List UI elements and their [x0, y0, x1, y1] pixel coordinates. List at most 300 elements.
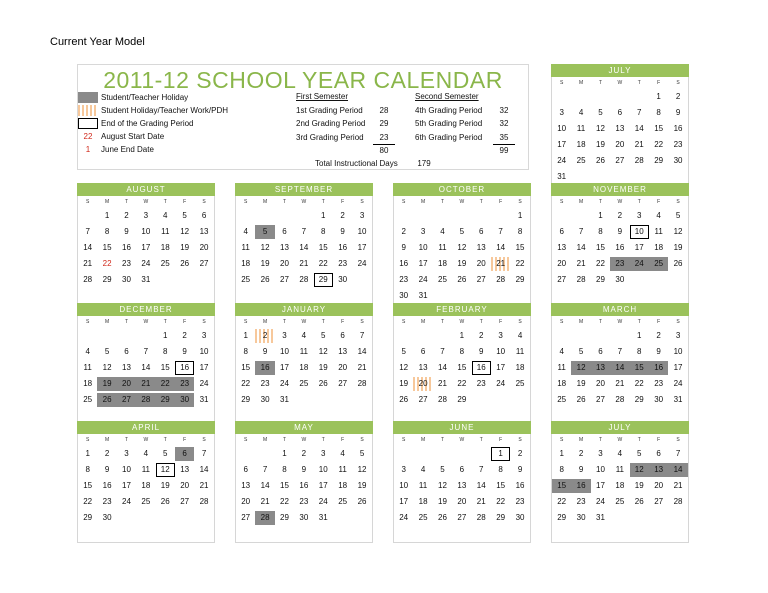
day-cell: 14: [668, 463, 687, 477]
day-cell: 1: [163, 331, 168, 340]
grading-period-days: 29: [379, 119, 389, 128]
day-cell: 3: [124, 449, 129, 458]
weekday-header: [394, 196, 530, 208]
empty-day-cell: [394, 209, 413, 223]
day-cell: 28: [299, 275, 309, 284]
day-cell: 27: [280, 275, 289, 284]
month-name: SEPTEMBER: [235, 183, 373, 196]
day-cell: 6: [340, 331, 345, 340]
day-cell: 7: [301, 227, 307, 236]
day-cell: 28: [438, 395, 447, 404]
weekday-label: S: [676, 80, 680, 86]
day-cell: 14: [634, 124, 644, 133]
day-cell: 22: [557, 497, 567, 506]
day-cell: 8: [163, 347, 168, 356]
month-name: APRIL: [77, 421, 215, 434]
week-row: [552, 360, 688, 376]
week-row: [236, 478, 372, 494]
month-name: JANUARY: [235, 303, 373, 316]
weekday-label: S: [202, 199, 206, 205]
weekday-label: W: [459, 437, 465, 443]
day-cell: 10: [418, 243, 428, 252]
week-row: [552, 105, 688, 121]
day-cell: 10: [357, 227, 367, 236]
weekday-label: T: [124, 319, 128, 325]
day-cell: 10: [630, 225, 649, 239]
day-cell: 20: [413, 377, 432, 391]
day-cell: 19: [160, 481, 170, 490]
empty-day-cell: [275, 209, 294, 223]
day-cell: 8: [104, 227, 110, 236]
empty-day-cell: [452, 447, 471, 461]
week-row: [78, 344, 214, 360]
day-cell: 27: [180, 497, 190, 506]
week-row: [78, 510, 214, 526]
day-cell: 12: [180, 227, 190, 236]
day-cell: 22: [102, 259, 112, 268]
weekday-label: M: [421, 319, 426, 325]
week-row: [78, 328, 214, 344]
month-name: OCTOBER: [393, 183, 531, 196]
day-cell: 25: [557, 395, 567, 404]
day-cell: 5: [104, 347, 110, 356]
total-instructional-value: 179: [417, 159, 431, 168]
weekday-label: T: [598, 437, 602, 443]
grading-period-label: 3rd Grading Period: [296, 133, 364, 142]
day-cell: 5: [578, 347, 584, 356]
week-row: [78, 446, 214, 462]
week-row: [394, 344, 530, 360]
week-row: [552, 392, 688, 408]
empty-day-cell: [630, 273, 649, 287]
day-cell: 2: [617, 211, 623, 220]
day-cell: 14: [438, 363, 447, 372]
day-cell: 19: [596, 140, 605, 149]
weekday-label: W: [459, 319, 465, 325]
day-cell: 3: [498, 331, 503, 340]
empty-day-cell: [78, 329, 97, 343]
day-cell: 21: [615, 379, 625, 388]
weekday-label: S: [244, 319, 248, 325]
empty-day-cell: [413, 329, 432, 343]
day-cell: 12: [156, 463, 175, 477]
day-cell: 29: [102, 275, 112, 284]
month-calendar: [393, 303, 531, 425]
day-cell: 16: [673, 124, 683, 133]
day-cell: 10: [673, 347, 683, 356]
day-cell: 26: [438, 513, 447, 522]
day-cell: 27: [476, 275, 486, 284]
day-cell: 6: [124, 347, 129, 356]
day-cell: 6: [656, 449, 661, 458]
legend-start-date: [78, 130, 164, 143]
day-cell: 9: [340, 227, 345, 236]
day-cell: 4: [656, 211, 661, 220]
day-cell: 24: [280, 379, 289, 388]
weekday-label: W: [301, 319, 307, 325]
weekday-label: T: [163, 319, 167, 325]
week-row: [236, 344, 372, 360]
day-cell: 25: [338, 497, 348, 506]
day-cell: 19: [673, 243, 683, 252]
empty-day-cell: [136, 511, 155, 525]
weekday-header: [394, 434, 530, 446]
weekday-header: [552, 77, 688, 89]
weekday-label: S: [402, 199, 406, 205]
day-cell: 20: [280, 259, 289, 268]
empty-day-cell: [452, 289, 471, 303]
day-cell: 27: [117, 393, 136, 407]
month-name: JULY: [551, 64, 689, 77]
day-cell: 2: [578, 449, 584, 458]
day-cell: 6: [559, 227, 564, 236]
weekday-label: M: [263, 319, 268, 325]
day-cell: 26: [260, 275, 270, 284]
empty-day-cell: [491, 289, 510, 303]
day-cell: 14: [610, 361, 629, 375]
weekday-label: T: [163, 437, 167, 443]
empty-day-cell: [571, 329, 590, 343]
week-row: [394, 446, 530, 462]
weekday-label: S: [86, 319, 90, 325]
grading-period-label: 4th Grading Period: [415, 106, 483, 115]
day-cell: 13: [122, 363, 131, 372]
day-cell: 5: [598, 108, 603, 117]
empty-day-cell: [552, 90, 571, 104]
day-cell: 30: [260, 395, 270, 404]
day-cell: 15: [241, 363, 251, 372]
day-cell: 18: [299, 363, 309, 372]
day-cell: 27: [338, 379, 348, 388]
empty-day-cell: [610, 329, 629, 343]
day-cell: 10: [122, 465, 131, 474]
day-cell: 13: [338, 347, 348, 356]
weekday-label: F: [657, 437, 661, 443]
empty-day-cell: [433, 289, 452, 303]
day-cell: 2: [255, 329, 274, 343]
day-cell: 9: [301, 465, 307, 474]
weekday-label: F: [341, 437, 345, 443]
empty-day-cell: [571, 90, 590, 104]
empty-day-cell: [175, 511, 194, 525]
grading-period-label: 6th Grading Period: [415, 133, 483, 142]
day-cell: 22: [318, 259, 328, 268]
day-cell: 14: [83, 243, 93, 252]
day-cell: 28: [615, 395, 625, 404]
weekday-label: F: [657, 80, 661, 86]
legend-pdh: [78, 104, 228, 117]
day-cell: 9: [675, 108, 681, 117]
month-body: [551, 77, 689, 186]
day-cell: 4: [301, 331, 307, 340]
day-cell: 7: [498, 227, 503, 236]
empty-day-cell: [552, 209, 571, 223]
week-row: [552, 121, 688, 137]
day-cell: 18: [160, 243, 170, 252]
day-cell: 11: [615, 465, 625, 474]
day-cell: 28: [634, 156, 644, 165]
week-row: [552, 376, 688, 392]
day-cell: 20: [180, 481, 190, 490]
day-cell: 4: [340, 449, 345, 458]
total-instructional-label: Total Instructional Days: [315, 159, 398, 168]
month-name: FEBRUARY: [393, 303, 531, 316]
day-cell: 28: [476, 513, 486, 522]
weekday-label: S: [244, 437, 248, 443]
day-cell: 22: [241, 379, 251, 388]
weekday-header: [78, 316, 214, 328]
day-cell: 25: [615, 497, 625, 506]
empty-day-cell: [333, 393, 352, 407]
day-cell: 24: [673, 379, 683, 388]
weekday-label: S: [676, 319, 680, 325]
weekday-label: M: [263, 199, 268, 205]
month-body: [393, 434, 531, 543]
day-cell: 28: [673, 497, 683, 506]
weekday-label: W: [617, 319, 623, 325]
empty-day-cell: [510, 289, 529, 303]
weekday-label: S: [360, 437, 364, 443]
day-cell: 25: [160, 259, 170, 268]
day-cell: 22: [634, 379, 644, 388]
weekday-label: S: [518, 437, 522, 443]
pdh-swatch: [78, 105, 98, 116]
weekday-header: [552, 196, 688, 208]
day-cell: 2: [517, 449, 523, 458]
day-cell: 30: [338, 275, 348, 284]
day-cell: 12: [399, 363, 409, 372]
first-semester-heading: First Semester: [296, 92, 349, 101]
empty-day-cell: [433, 447, 452, 461]
weekday-label: T: [124, 437, 128, 443]
empty-day-cell: [352, 511, 371, 525]
day-cell: 23: [476, 379, 486, 388]
day-cell: 15: [654, 124, 664, 133]
day-cell: 14: [357, 347, 367, 356]
day-cell: 13: [241, 481, 251, 490]
day-cell: 14: [199, 465, 209, 474]
month-body: [235, 434, 373, 543]
second-semester-total: 99: [499, 146, 509, 155]
day-cell: 19: [357, 481, 367, 490]
day-cell: 31: [318, 513, 328, 522]
empty-day-cell: [433, 329, 452, 343]
day-cell: 17: [418, 259, 428, 268]
day-cell: 23: [299, 497, 309, 506]
week-row: [78, 360, 214, 376]
weekday-label: W: [143, 437, 149, 443]
day-cell: 5: [637, 449, 642, 458]
weekday-header: [552, 316, 688, 328]
day-cell: 28: [83, 275, 93, 284]
day-cell: 11: [557, 363, 566, 372]
day-cell: 20: [241, 497, 251, 506]
day-cell: 24: [399, 513, 409, 522]
empty-day-cell: [591, 170, 610, 184]
day-cell: 16: [338, 243, 348, 252]
day-cell: 8: [321, 227, 326, 236]
day-cell: 29: [457, 395, 467, 404]
day-cell: 17: [199, 363, 209, 372]
day-cell: 13: [418, 363, 428, 372]
weekday-label: F: [183, 319, 187, 325]
day-cell: 31: [418, 291, 428, 300]
week-row: [394, 256, 530, 272]
weekday-label: T: [440, 319, 444, 325]
empty-day-cell: [413, 447, 432, 461]
weekday-label: S: [560, 437, 564, 443]
day-cell: 22: [280, 497, 289, 506]
weekday-label: F: [341, 319, 345, 325]
weekday-label: W: [617, 199, 623, 205]
weekday-label: T: [163, 199, 167, 205]
weekday-label: T: [598, 319, 602, 325]
day-cell: 17: [557, 140, 567, 149]
day-cell: 20: [654, 481, 664, 490]
day-cell: 9: [578, 465, 584, 474]
month-body: [551, 196, 689, 305]
day-cell: 23: [515, 497, 525, 506]
day-cell: 25: [438, 275, 447, 284]
day-cell: 26: [457, 275, 467, 284]
empty-day-cell: [510, 393, 529, 407]
day-cell: 24: [418, 275, 428, 284]
weekday-label: S: [560, 80, 564, 86]
day-cell: 27: [199, 259, 209, 268]
weekday-label: F: [657, 319, 661, 325]
month-body: [77, 316, 215, 425]
day-cell: 8: [498, 465, 503, 474]
day-cell: 29: [241, 395, 251, 404]
day-cell: 3: [359, 211, 365, 220]
day-cell: 5: [182, 211, 187, 220]
day-cell: 30: [175, 393, 194, 407]
day-cell: 16: [472, 361, 491, 375]
day-cell: 16: [299, 481, 309, 490]
weekday-label: F: [499, 319, 503, 325]
weekday-label: W: [143, 199, 149, 205]
day-cell: 19: [457, 259, 467, 268]
day-cell: 1: [491, 447, 510, 461]
day-cell: 27: [457, 513, 467, 522]
legend-number: 1: [85, 145, 91, 154]
day-cell: 15: [630, 361, 649, 375]
day-cell: 3: [282, 331, 287, 340]
week-row: [394, 462, 530, 478]
day-cell: 3: [321, 449, 326, 458]
empty-day-cell: [413, 209, 432, 223]
weekday-label: T: [440, 437, 444, 443]
day-cell: 25: [418, 513, 428, 522]
day-cell: 28: [255, 511, 274, 525]
week-row: [78, 208, 214, 224]
day-cell: 5: [359, 449, 365, 458]
legend-label: June End Date: [101, 145, 154, 154]
empty-day-cell: [491, 209, 510, 223]
legend-label: Student Holiday/Teacher Work/PDH: [101, 106, 229, 115]
empty-day-cell: [591, 90, 610, 104]
day-cell: 17: [634, 243, 644, 252]
day-cell: 31: [141, 275, 151, 284]
week-row: [78, 272, 214, 288]
week-row: [394, 224, 530, 240]
day-cell: 15: [496, 481, 506, 490]
empty-day-cell: [571, 170, 590, 184]
weekday-label: M: [263, 437, 268, 443]
day-cell: 11: [338, 465, 347, 474]
day-cell: 21: [83, 259, 93, 268]
day-cell: 26: [357, 497, 367, 506]
weekday-label: F: [499, 437, 503, 443]
day-cell: 13: [591, 361, 610, 375]
day-cell: 30: [102, 513, 112, 522]
week-row: [552, 494, 688, 510]
week-row: [394, 288, 530, 304]
day-cell: 16: [515, 481, 525, 490]
day-cell: 23: [654, 379, 664, 388]
day-cell: 25: [576, 156, 586, 165]
day-cell: 16: [571, 479, 590, 493]
day-cell: 26: [318, 379, 328, 388]
day-cell: 8: [656, 108, 661, 117]
day-cell: 7: [675, 449, 681, 458]
weekday-label: T: [124, 199, 128, 205]
weekday-label: T: [479, 437, 483, 443]
weekday-label: T: [598, 199, 602, 205]
grading-period-days: 23: [379, 133, 389, 142]
day-cell: 6: [243, 465, 248, 474]
day-cell: 29: [557, 513, 567, 522]
weekday-label: M: [421, 437, 426, 443]
day-cell: 18: [576, 140, 586, 149]
day-cell: 21: [491, 257, 510, 271]
day-cell: 23: [122, 259, 131, 268]
day-cell: 2: [124, 211, 129, 220]
day-cell: 10: [557, 124, 567, 133]
month-name: DECEMBER: [77, 303, 215, 316]
day-cell: 14: [496, 243, 506, 252]
day-cell: 13: [180, 465, 190, 474]
month-body: [393, 196, 531, 305]
day-cell: 20: [117, 377, 136, 391]
empty-day-cell: [630, 511, 649, 525]
page-caption: Current Year Model: [50, 36, 145, 48]
day-cell: 12: [630, 463, 649, 477]
day-cell: 6: [479, 227, 484, 236]
day-cell: 20: [338, 363, 348, 372]
weekday-label: M: [105, 319, 110, 325]
week-row: [78, 240, 214, 256]
day-cell: 1: [243, 331, 248, 340]
day-cell: 6: [420, 347, 426, 356]
day-cell: 10: [141, 227, 151, 236]
day-cell: 4: [85, 347, 90, 356]
month-calendar: [235, 421, 373, 543]
day-cell: 25: [299, 379, 309, 388]
week-row: [552, 89, 688, 105]
day-cell: 23: [399, 275, 409, 284]
week-row: [552, 446, 688, 462]
week-row: [236, 494, 372, 510]
week-row: [78, 494, 214, 510]
day-cell: 6: [282, 227, 287, 236]
day-cell: 12: [571, 361, 590, 375]
legend-end-date: [78, 143, 154, 156]
week-row: [236, 360, 372, 376]
month-name: NOVEMBER: [551, 183, 689, 196]
day-cell: 23: [673, 140, 683, 149]
weekday-header: [236, 316, 372, 328]
